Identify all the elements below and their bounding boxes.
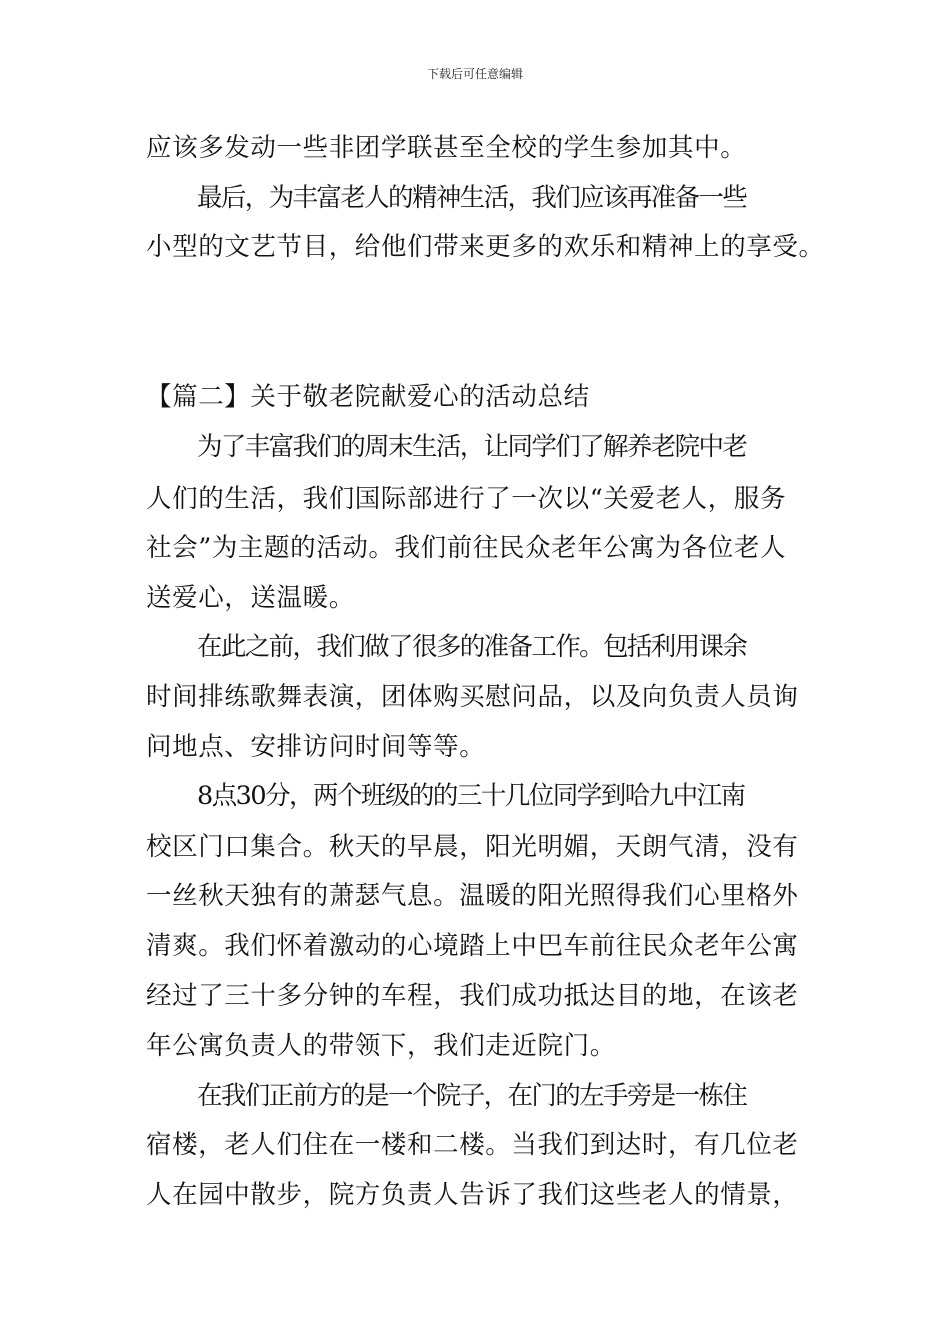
- body-text-line: 时间排练歌舞表演，团体购买慰问品，以及向负责人员询: [146, 682, 799, 712]
- body-text-line: 经过了三十多分钟的车程，我们成功抵达目的地，在该老: [146, 981, 799, 1011]
- body-text-line: 社会”为主题的活动。我们前往民众老年公寓为各位老人: [146, 533, 787, 563]
- body-text-line: 年公寓负责人的带领下，我们走近院门。: [146, 1031, 616, 1061]
- page-header: 下载后可任意编辑: [426, 67, 523, 81]
- body-text-line: 人在园中散步，院方负责人告诉了我们这些老人的情景，: [146, 1180, 799, 1210]
- body-text-line: 宿楼，老人们住在一楼和二楼。当我们到达时，有几位老: [146, 1130, 799, 1160]
- body-text-line: 校区门口集合。秋天的早晨，阳光明媚，天朗气清，没有: [146, 832, 799, 862]
- body-text-line: 人们的生活，我们国际部进行了一次以“关爱老人，服务: [146, 484, 787, 514]
- body-text-line: 送爱心，送温暖。: [146, 583, 355, 613]
- body-text-line: 在我们正前方的是一个院子，在门的左手旁是一栋住: [197, 1081, 747, 1111]
- section-heading: 【篇二】关于敬老院献爱心的活动总结: [146, 382, 590, 412]
- body-text-line: 一丝秋天独有的萧瑟气息。温暖的阳光照得我们心里格外: [146, 881, 799, 911]
- body-text-line: 8点30分，两个班级的的三十几位同学到哈九中江南: [197, 781, 745, 811]
- body-text-line: 最后，为丰富老人的精神生活，我们应该再准备一些: [197, 183, 747, 213]
- body-text-line: 清爽。我们怀着激动的心境踏上中巴车前往民众老年公寓: [146, 931, 799, 961]
- body-text-line: 小型的文艺节目，给他们带来更多的欢乐和精神上的享受。: [146, 232, 825, 262]
- body-text-line: 应该多发动一些非团学联甚至全校的学生参加其中。: [146, 133, 747, 163]
- body-text-line: 在此之前，我们做了很多的准备工作。包括利用课余: [197, 632, 747, 662]
- body-text-line: 为了丰富我们的周末生活，让同学们了解养老院中老: [197, 432, 747, 462]
- body-text-line: 问地点、安排访问时间等等。: [146, 732, 486, 762]
